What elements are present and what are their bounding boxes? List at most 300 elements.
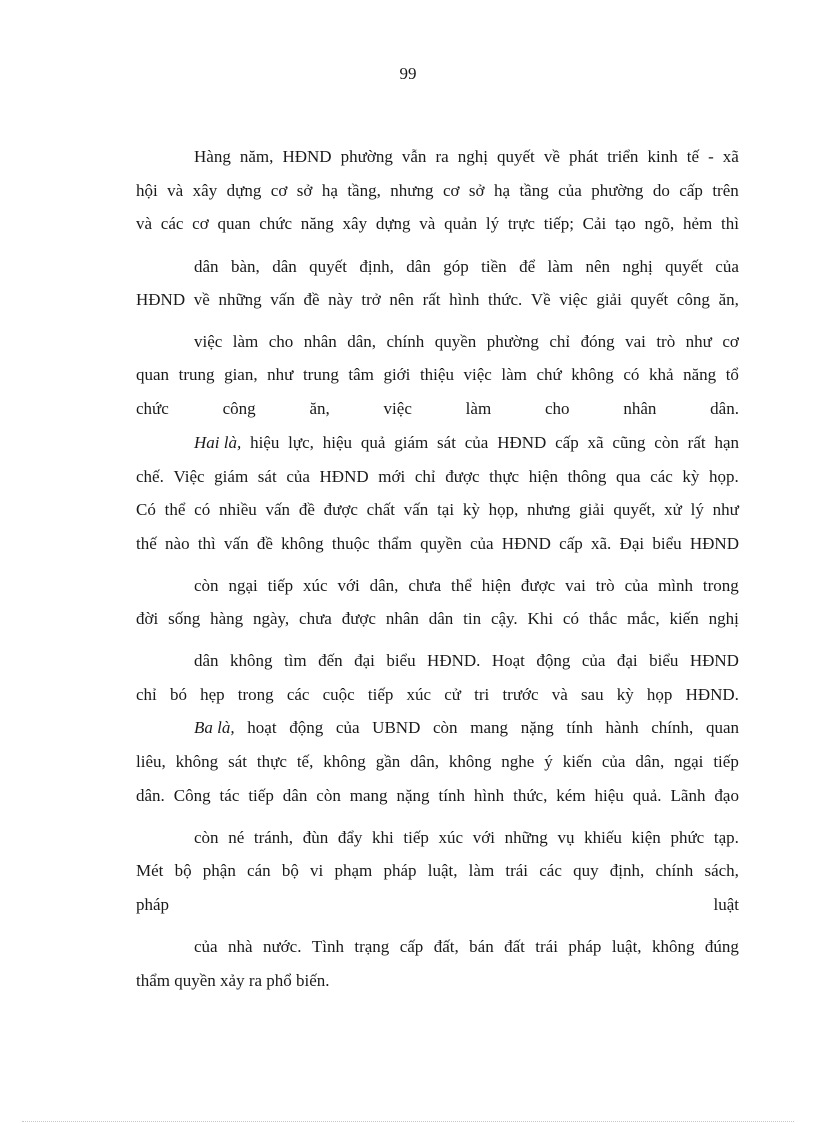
word: đúng: [704, 937, 739, 956]
word: thông: [567, 467, 607, 486]
word: Tình: [311, 937, 344, 956]
word: ngày,: [252, 609, 290, 628]
text-line: [136, 860, 739, 882]
word: quyền: [434, 332, 477, 351]
word: hành: [605, 718, 639, 737]
word: phát: [568, 147, 599, 166]
word: hạn: [714, 433, 739, 452]
word: vấn: [224, 534, 249, 553]
word: luật,: [427, 861, 458, 880]
word: còn: [316, 786, 341, 805]
word: tầng: [519, 181, 549, 200]
word: HĐND: [689, 651, 739, 670]
word: cho: [544, 399, 570, 418]
word: bàn,: [230, 257, 260, 276]
word: năng: [683, 365, 717, 384]
word: trước: [502, 685, 539, 704]
word: trực: [507, 214, 535, 233]
word: cấp: [679, 181, 703, 200]
text-line: [136, 180, 739, 202]
word: các: [286, 685, 310, 704]
word: liêu,: [136, 752, 166, 771]
word: trung: [302, 365, 339, 384]
word: còn: [433, 718, 458, 737]
word: ra: [435, 147, 449, 166]
word: năng: [300, 214, 334, 233]
word: góp: [443, 257, 469, 276]
word: Mét: [136, 861, 164, 880]
word: tâm: [348, 365, 374, 384]
word: hoạt: [247, 718, 277, 737]
word: Công: [173, 786, 211, 805]
word: như: [712, 500, 739, 519]
word: hàng: [210, 609, 244, 628]
word: vi: [310, 861, 324, 880]
word: đùn: [302, 828, 329, 847]
word: biểu: [649, 651, 679, 670]
word: trò: [656, 332, 676, 351]
word: đất,: [433, 937, 459, 956]
word: trung: [178, 365, 215, 384]
word: dân.: [710, 399, 739, 418]
word: nghị: [457, 147, 488, 166]
word: trái: [505, 861, 529, 880]
word: các: [160, 214, 184, 233]
word: công: [676, 290, 710, 309]
text-line: [194, 827, 739, 849]
word: chính: [386, 332, 425, 351]
word: lý: [690, 500, 704, 519]
word: triển: [607, 147, 639, 166]
word: thuộc: [331, 534, 370, 553]
word: dân,: [410, 752, 439, 771]
word: quản: [444, 214, 478, 233]
word: Việc: [173, 467, 205, 486]
word: tri: [474, 685, 490, 704]
word: và: [419, 214, 436, 233]
word: hiệu: [322, 433, 353, 452]
word: xúc: [438, 828, 464, 847]
text-line: [136, 499, 739, 521]
word: của: [715, 257, 739, 276]
word: ăn,: [309, 399, 330, 418]
word: của: [558, 181, 582, 200]
word: cấp: [559, 534, 583, 553]
word: phận: [202, 861, 236, 880]
word: việc: [194, 332, 223, 351]
word: đề: [298, 500, 315, 519]
word: rất: [687, 433, 706, 452]
word: lực,: [288, 433, 314, 452]
word: -: [708, 147, 714, 166]
word: thực: [489, 467, 520, 486]
word: nhưng: [527, 500, 571, 519]
word: Lãnh: [670, 786, 706, 805]
word: quan: [705, 718, 739, 737]
word: xúc: [406, 685, 432, 704]
word: biểu: [652, 534, 682, 553]
word: qua: [615, 467, 641, 486]
word: cậy.: [490, 609, 518, 628]
word: mắc,: [627, 609, 660, 628]
word: tổ: [725, 365, 739, 384]
word: này: [328, 290, 353, 309]
word: giới: [383, 365, 411, 384]
text-line: [136, 364, 739, 386]
word: động: [289, 718, 324, 737]
word: sống: [168, 609, 201, 628]
word: HĐND: [136, 290, 186, 309]
word: có: [562, 609, 579, 628]
word: trong: [702, 576, 739, 595]
word: Khi: [527, 609, 554, 628]
word: Có: [136, 500, 156, 519]
word: được: [323, 500, 358, 519]
word: kỳ: [616, 685, 634, 704]
word: phường: [591, 181, 644, 200]
word: định,: [609, 861, 645, 880]
word: còn: [194, 828, 219, 847]
word: ý: [544, 752, 553, 771]
word: HĐND: [497, 433, 547, 452]
text-line: [136, 289, 739, 311]
word: xã: [722, 147, 739, 166]
word: thể: [164, 500, 186, 519]
word: hạ: [493, 181, 511, 200]
word: nước.: [262, 937, 302, 956]
word: khả: [648, 365, 674, 384]
word: vấn: [265, 500, 291, 519]
word: của: [286, 467, 310, 486]
word: của: [464, 433, 489, 452]
text-line: [194, 256, 739, 278]
word: như: [685, 332, 712, 351]
text-line: [136, 751, 739, 773]
word: chính: [655, 861, 694, 880]
word: cơ: [722, 332, 739, 351]
word: thực: [256, 752, 287, 771]
text-line: [136, 684, 739, 706]
word: đề: [303, 290, 320, 309]
word: những: [504, 828, 548, 847]
word: làm: [465, 399, 492, 418]
word: HĐND: [319, 467, 369, 486]
word: tránh,: [253, 828, 294, 847]
word: gian,: [224, 365, 258, 384]
word: việc: [463, 365, 492, 384]
text-line: [194, 936, 739, 958]
word: kiến: [562, 752, 592, 771]
word: tác: [219, 786, 240, 805]
word: thức.: [488, 290, 523, 309]
word: không: [448, 752, 492, 771]
word: biểu: [386, 651, 416, 670]
word: không: [175, 752, 219, 771]
word: quyết: [497, 147, 535, 166]
word: kinh: [647, 147, 678, 166]
word: mình: [658, 576, 694, 595]
word: đạo: [714, 786, 739, 805]
word: tạo: [615, 214, 636, 233]
word: trái: [535, 937, 558, 956]
word: nghị: [622, 257, 653, 276]
word: còn: [194, 576, 219, 595]
word: sát: [257, 467, 277, 486]
word: của: [469, 534, 494, 553]
word: quyền: [420, 534, 462, 553]
word: cơ: [442, 181, 460, 200]
word: chức: [136, 399, 169, 418]
word: nghe: [501, 752, 535, 771]
word: HĐND.: [427, 651, 481, 670]
word: dựng: [375, 214, 411, 233]
word: vụ: [557, 828, 575, 847]
word: tiếp: [248, 786, 274, 805]
word: Hoạt: [491, 651, 525, 670]
word: cho: [268, 332, 294, 351]
word: được: [520, 576, 556, 595]
word: như: [267, 365, 294, 384]
word: thế: [136, 534, 157, 553]
word: hội: [136, 181, 158, 200]
word: đẩy: [337, 828, 363, 847]
word: và: [136, 214, 153, 233]
word: công: [222, 399, 256, 418]
word: thẩm quyền xảy ra phổ biến.: [136, 971, 330, 990]
word: hình: [449, 290, 480, 309]
word: dân: [194, 257, 219, 276]
word: chất: [366, 500, 395, 519]
word: cấp: [555, 433, 579, 452]
word: sách,: [704, 861, 739, 880]
word: chức: [259, 214, 293, 233]
word: hiện: [481, 576, 512, 595]
text-line: [194, 331, 739, 353]
word: xây: [342, 214, 368, 233]
word: còn: [654, 433, 679, 452]
word: hẻm: [683, 214, 713, 233]
word: tế: [686, 147, 700, 166]
word: quyết: [665, 257, 703, 276]
text-line: [136, 466, 739, 488]
word: pháp: [136, 895, 170, 914]
word: dựng: [226, 181, 262, 200]
word: né: [228, 828, 245, 847]
word: những: [218, 290, 262, 309]
word: đời: [136, 609, 159, 628]
word: do: [652, 181, 670, 200]
word: thẩm: [377, 534, 412, 553]
word: chế.: [136, 467, 164, 486]
word: năm,: [239, 147, 274, 166]
word: giải: [579, 500, 605, 519]
word: dân,: [347, 332, 377, 351]
word: trên: [712, 181, 739, 200]
word: việc: [383, 399, 412, 418]
word: họp.: [709, 467, 739, 486]
word: nhân: [303, 332, 337, 351]
word: tiếp: [713, 752, 739, 771]
word: rất: [422, 290, 441, 309]
word: và: [551, 685, 568, 704]
word: đại: [354, 651, 375, 670]
word: ngại: [674, 752, 704, 771]
word: tiếp: [367, 685, 394, 704]
word: của: [335, 718, 360, 737]
word: chưa: [408, 576, 442, 595]
word: bán: [469, 937, 494, 956]
word: xây: [192, 181, 218, 200]
word: họp,: [488, 500, 519, 519]
word: thể: [451, 576, 472, 595]
word: hiệu: [594, 786, 624, 805]
word: trò: [595, 576, 615, 595]
word: động: [536, 651, 571, 670]
word: hẹp: [200, 685, 225, 704]
word: Cải: [582, 214, 607, 233]
word: chính,: [651, 718, 694, 737]
word: nhân: [623, 399, 657, 418]
word: các: [539, 861, 562, 880]
italic-lead-phrase: Ba là,: [194, 718, 235, 737]
word: xúc: [303, 576, 328, 595]
word: phức: [670, 828, 705, 847]
word: vấn: [403, 500, 429, 519]
word: UBND: [372, 718, 421, 737]
word: tính: [566, 718, 593, 737]
word: được: [445, 467, 480, 486]
text-line: [194, 650, 739, 672]
word: sở: [468, 181, 485, 200]
word: không: [571, 365, 614, 384]
word: chỉ: [549, 332, 571, 351]
word: vai: [565, 576, 586, 595]
word: quyết,: [613, 500, 656, 519]
word: bó: [169, 685, 187, 704]
word: kỳ: [682, 467, 700, 486]
word: dân: [272, 257, 297, 276]
word: về: [543, 147, 560, 166]
word: thắc: [588, 609, 618, 628]
word: hình: [473, 786, 505, 805]
word: và: [167, 181, 184, 200]
word: khi: [372, 828, 394, 847]
text-line: [136, 970, 739, 992]
word: quan: [217, 214, 251, 233]
word: Về: [530, 290, 551, 309]
word: tiền: [481, 257, 507, 276]
word: lý: [485, 214, 500, 233]
word: chỉ: [136, 685, 157, 704]
word: không: [230, 651, 273, 670]
word: nhiều: [218, 500, 257, 519]
word: pháp: [383, 861, 417, 880]
word: thì: [721, 214, 739, 233]
word: cử: [444, 685, 462, 704]
word: mang: [470, 718, 509, 737]
word: Đại: [619, 534, 645, 553]
word: trở: [361, 290, 381, 309]
word: dân: [282, 786, 308, 805]
word: sau: [580, 685, 604, 704]
word: dân: [194, 651, 219, 670]
word: cấp: [399, 937, 424, 956]
word: nhân: [385, 609, 419, 628]
word: HĐND.: [685, 685, 739, 704]
word: để: [519, 257, 536, 276]
word: nhà: [228, 937, 253, 956]
page-bottom-dotted-rule: [22, 1121, 794, 1122]
word: HĐND: [282, 147, 332, 166]
word: quyết: [309, 257, 347, 276]
word: tạp.: [713, 828, 739, 847]
page-number: 99: [399, 64, 417, 83]
word: khiếu: [584, 828, 622, 847]
word: tiếp: [267, 576, 294, 595]
word: được: [341, 609, 376, 628]
text-line: [136, 785, 739, 807]
word: của: [581, 651, 606, 670]
word: chứ: [536, 365, 562, 384]
word: làm: [501, 365, 527, 384]
word: vai: [625, 332, 646, 351]
word: với: [337, 576, 360, 595]
word: nào: [165, 534, 190, 553]
word: tìm: [283, 651, 307, 670]
word: thiệu: [419, 365, 454, 384]
word: có: [623, 365, 640, 384]
word: ngại: [228, 576, 258, 595]
word: cơ: [270, 181, 288, 200]
word: bộ: [281, 861, 299, 880]
word: bộ: [174, 861, 192, 880]
word: sát: [228, 752, 247, 771]
word: chưa: [299, 609, 332, 628]
word: thì: [197, 534, 216, 553]
word: sở: [296, 181, 313, 200]
word: không: [651, 937, 695, 956]
word: sát: [437, 433, 456, 452]
word: hiệu: [250, 433, 280, 452]
text-line: [136, 213, 739, 235]
word: làm: [468, 861, 495, 880]
word: đất: [504, 937, 525, 956]
word: các: [650, 467, 673, 486]
word: mang: [349, 786, 388, 805]
word: của: [624, 576, 649, 595]
word: phạm: [334, 861, 373, 880]
word: gần: [375, 752, 401, 771]
word: đại: [616, 651, 638, 670]
word: giám: [394, 433, 429, 452]
word: quyết: [630, 290, 669, 309]
text-line: [194, 432, 739, 454]
word: pháp: [568, 937, 602, 956]
word: dân,: [635, 752, 665, 771]
word: có: [194, 500, 211, 519]
word: giám: [214, 467, 249, 486]
word: kiện: [631, 828, 661, 847]
word: đề: [256, 534, 273, 553]
word: mới: [378, 467, 406, 486]
word: vẫn: [401, 147, 427, 166]
word: kiến: [669, 609, 699, 628]
word: quả: [360, 433, 386, 452]
word: không: [281, 534, 324, 553]
word: hiện: [528, 467, 558, 486]
word: ăn,: [718, 290, 739, 309]
word: chỉ: [414, 467, 436, 486]
